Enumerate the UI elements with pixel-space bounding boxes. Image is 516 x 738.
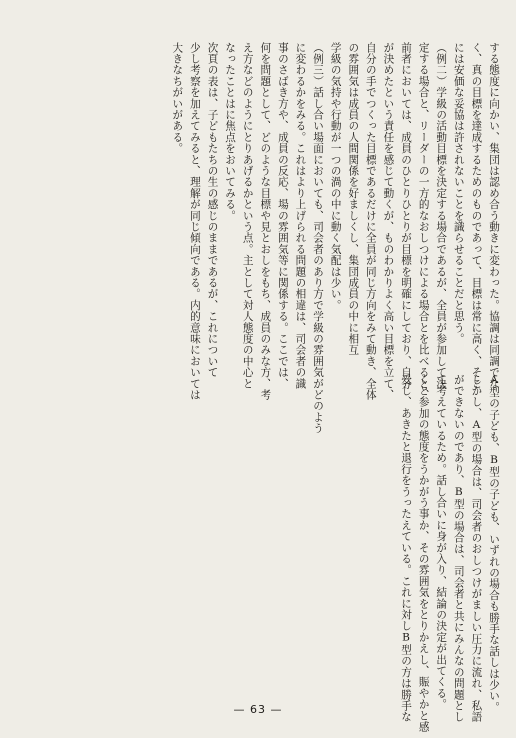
text-line: くと参加の態度をうかがう事か、その雰囲気をとりかえし、賑やかと感 xyxy=(417,374,430,733)
text-line: には安価な妥協は許されないことを識らせることだと思う。 xyxy=(452,42,465,345)
text-line: 定する場合と、リーダーの一方的なおしつけによる場合とを比べると、 xyxy=(417,42,430,401)
text-line: 大きなちがいがある。 xyxy=(171,42,184,154)
text-line: しかし、A型の場合は、司会者のおしつけがましい圧力に流れ、私語 xyxy=(470,374,483,723)
text-line: の雰囲気は成員の人間関係を好ましくし、集団成員の中に相互 xyxy=(347,42,360,356)
text-line: 少し考察を加えてみると、理解が同じ傾向である。内的意味においては xyxy=(188,42,201,401)
page-number: — 63 — xyxy=(233,703,283,716)
text-line: が決めたという責任を感じて動くが、ものわかりよく高い目標を立て、 xyxy=(382,42,395,401)
text-line: 前者においては、成員のひとりひとりが目標を明確にしており、自分 xyxy=(400,42,413,390)
text-line: 学級の気持や行動が一つの渦の中に動く気配は少い。 xyxy=(329,42,342,311)
text-line: 何を問題として、どのような目標や見とおしをもち、成員のみな方、考 xyxy=(259,42,272,401)
text-line: て考えているため。話し合いに身が入り、結論の決定が出てくる。 xyxy=(435,374,448,710)
text-line: 自分の手でつくった目標であるだけに全員が同じ方向をみて動き、全体 xyxy=(364,42,377,401)
text-line: 受し、あきたと退行をうったえている。これに対しB型の方は勝手な xyxy=(400,374,413,723)
text-line: 事のさばき方や、成員の反応、場の雰囲気等に関係する。ここでは、 xyxy=(276,42,289,390)
text-line: なったことはに焦点をおいてみる。 xyxy=(224,42,237,222)
text-line: ができないのであり、B型の場合は、司会者と共にみんなの問題とし xyxy=(452,374,465,723)
text-line: に変わるかをみる。これはより上げられる問題の相違は、司会者の識 xyxy=(294,42,307,390)
text-line: 次頁の表は、子どもたちの生の感じのままであるが、これについて xyxy=(206,42,219,378)
text-block-top xyxy=(168,42,502,434)
text-line: する態度に向かい、集団は認め合う動きに変わった。協調は同調でな xyxy=(488,42,500,390)
text-line: え方などのようにとりあげるかという点。主として対人態度の中心と xyxy=(241,42,254,390)
text-line: （例二）学級の活動目標を決定する場合であるが、全員が参加して決 xyxy=(435,42,448,390)
text-block-bottom xyxy=(396,374,502,733)
text-line: A型の子ども、B型の子ども、いずれの場合も勝手な話しは少い。 xyxy=(488,374,500,713)
text-line: く、真の目標を達成するためのものであって、目標は常に高く、そこ xyxy=(470,42,483,390)
text-line: （例三）話し合い場面においても、司会者のあり方で学級の雰囲気がどのよう xyxy=(312,42,325,434)
